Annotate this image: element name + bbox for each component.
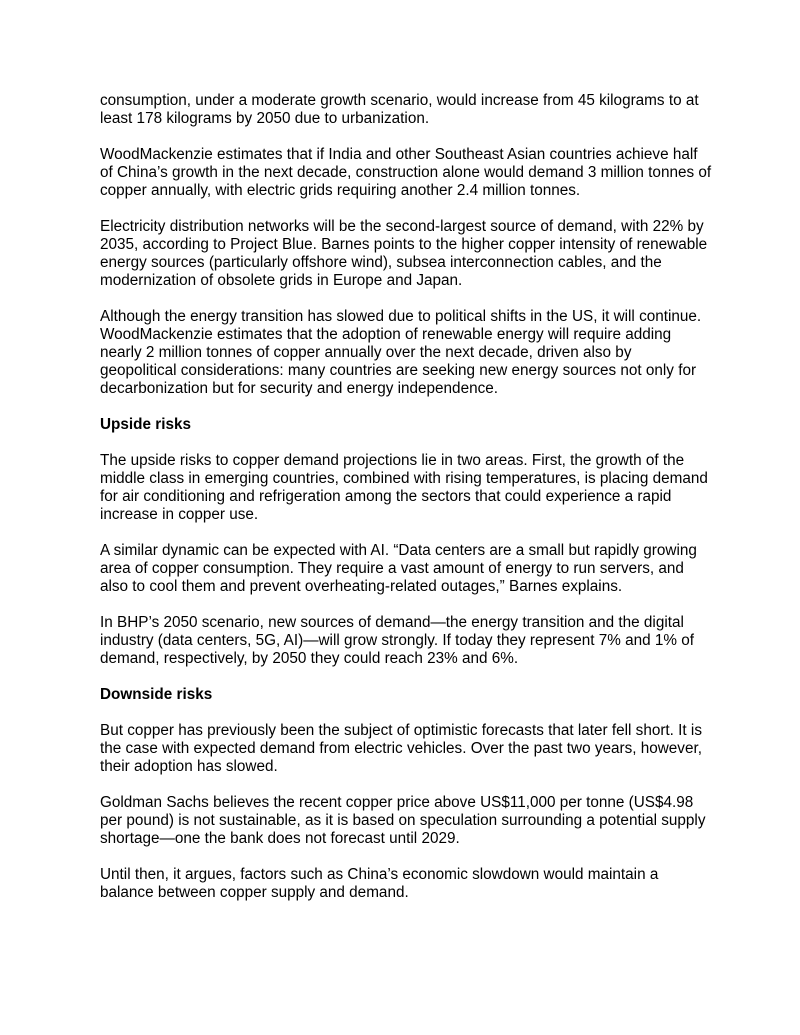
heading-upside-risks: Upside risks <box>100 416 191 433</box>
paragraph-electric-vehicles: But copper has previously been the subject of optimistic forecasts that later fell short. It is the case with expected demand from electric vehicles. Over the past two years, however, their adoption has slowed. <box>100 722 702 775</box>
paragraph-bhp-scenario: In BHP’s 2050 scenario, new sources of demand—the energy transition and the digital industry (data centers, 5G, AI)—will grow strongly. If today they represent 7% and 1% of demand, respectively, by 2050 they could reach 23% and 6%. <box>100 614 695 667</box>
heading-downside-risks: Downside risks <box>100 686 213 703</box>
paragraph-urbanization: consumption, under a moderate growth scenario, would increase from 45 kilograms to at least 178 kilograms by 2050 due to urbanization. <box>100 92 699 127</box>
paragraph-upside-middle-class: The upside risks to copper demand projections lie in two areas. First, the growth of the middle class in emerging countries, combined with rising temperatures, is placing demand for air conditioning and refrigeration among the sectors that could experience a rapid increase in copper use. <box>100 452 708 523</box>
paragraph-woodmackenzie-construction: WoodMackenzie estimates that if India and other Southeast Asian countries achieve half of China’s growth in the next decade, construction alone would demand 3 million tonnes of copper annually, with electric grids requiring another 2.4 million tonnes. <box>100 146 712 199</box>
paragraph-china-slowdown: Until then, it argues, factors such as China’s economic slowdown would maintain a balance between copper supply and demand. <box>100 866 659 901</box>
paragraph-distribution-networks: Electricity distribution networks will be the second-largest source of demand, with 22% by 2035, according to Project Blue. Barnes points to the higher copper intensity of renewable energy sources (particularly offshore wind), subsea interconnection cables, and the modernization of obsolete grids in Europe and Japan. <box>100 218 708 289</box>
document-page <box>100 92 712 920</box>
paragraph-goldman-sachs: Goldman Sachs believes the recent copper price above US$11,000 per tonne (US$4.98 per pound) is not sustainable, as it is based on speculation surrounding a potential supply shortage—one the bank does not forecast until 2029. <box>100 794 706 847</box>
paragraph-ai-data-centers: A similar dynamic can be expected with AI. “Data centers are a small but rapidly growing area of copper consumption. They require a vast amount of energy to run servers, and also to cool them and prevent overheating-related outages,” Barnes explains. <box>100 542 697 595</box>
paragraph-energy-transition: Although the energy transition has slowed due to political shifts in the US, it will continue. WoodMackenzie estimates that the adoption of renewable energy will require adding nearly 2 million tonnes of copper annually over the next decade, driven also by geopolitical considerations: many countries are seeking new energy sources not only for decarbonization but for security and energy independence. <box>100 308 702 397</box>
